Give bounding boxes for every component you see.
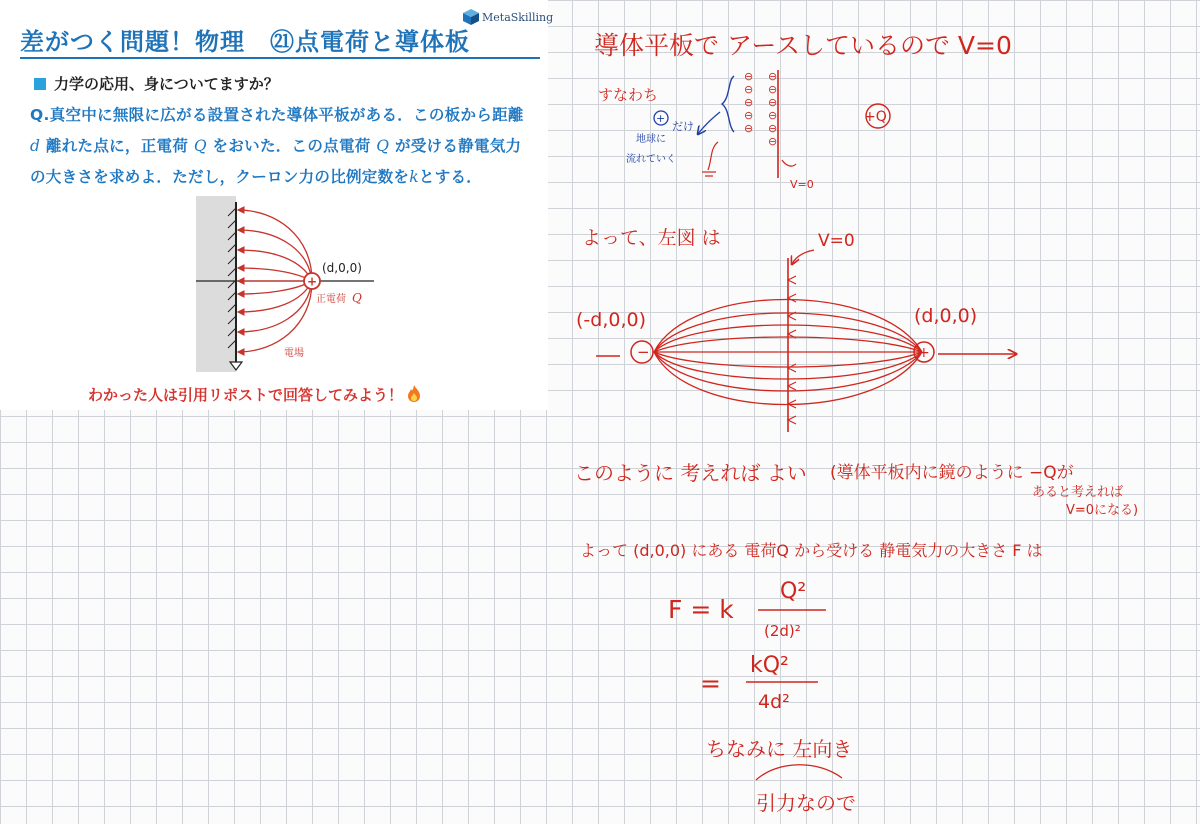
svg-text:+: + xyxy=(918,345,930,361)
brand-logo xyxy=(462,8,553,26)
svg-text:⊖: ⊖ xyxy=(768,70,778,83)
note-force-intro: よって (d,0,0) にある 電荷Q から受ける 静電気力の大きさ F は xyxy=(580,541,1043,560)
field-line-arrows xyxy=(788,276,796,424)
note-plus-q: +Q xyxy=(864,109,887,125)
svg-text:−: − xyxy=(637,343,650,361)
charge-variable: Q xyxy=(352,291,362,305)
svg-text:地球に: 地球に xyxy=(636,134,666,145)
svg-text:⊖: ⊖ xyxy=(768,96,778,109)
call-to-action: わかった人は引用リポストで回答してみよう！ xyxy=(88,384,421,405)
svg-text:⊖: ⊖ xyxy=(768,135,778,148)
svg-text:kQ²: kQ² xyxy=(750,653,789,678)
note-inryoku: 引力なので xyxy=(756,791,856,815)
logo-text: MetaSkilling xyxy=(482,10,554,24)
charge-label: 正電荷 xyxy=(316,294,346,305)
svg-text:F = k: F = k xyxy=(668,595,734,624)
field-diagram xyxy=(196,196,374,372)
svg-text:流れていく: 流れていく xyxy=(626,154,676,165)
svg-text:4d²: 4d² xyxy=(758,691,790,713)
field-label: 電場 xyxy=(284,348,304,359)
svg-text:(2d)²: (2d)² xyxy=(764,622,801,640)
svg-text:+: + xyxy=(306,274,318,289)
note-neg-point: (-d,0,0) xyxy=(576,309,646,331)
note-v0-top: V=0 xyxy=(818,231,855,251)
cube-icon xyxy=(462,8,480,26)
note-conclusion: このように 考えれば よい xyxy=(574,461,807,485)
svg-text:=: = xyxy=(700,669,721,698)
note-paren-1: (導体平板内に鏡のように −Qが xyxy=(830,463,1074,483)
problem-card xyxy=(0,0,554,410)
title-underline xyxy=(20,57,540,59)
section-bullet-icon xyxy=(34,78,46,90)
section-heading xyxy=(34,73,279,94)
svg-text:だけ: だけ xyxy=(672,120,694,133)
svg-text:⊖: ⊖ xyxy=(768,122,778,135)
note-chinamini: ちなみに 左向き xyxy=(706,737,853,761)
question-text: Q.真空中に無限に広がる設置された導体平板がある．この板から距離 d 離れた点に，正電荷 Q をおいた．この点電荷 Q が受ける静電気力の大きさを求めよ．ただし，クーロン力の比例定数をkとする． xyxy=(30,106,524,186)
induced-charges xyxy=(744,70,777,148)
svg-text:⊖: ⊖ xyxy=(744,122,754,135)
svg-text:⊖: ⊖ xyxy=(744,83,754,96)
svg-text:⊖: ⊖ xyxy=(744,109,754,122)
note-sunawachi: すなわち xyxy=(598,86,659,104)
note-v0-small: V=0 xyxy=(790,178,814,191)
svg-text:+: + xyxy=(656,112,666,125)
section-label: 力学の応用、身についてますか？ xyxy=(54,75,279,93)
note-pos-point: (d,0,0) xyxy=(914,305,978,327)
note-grounded-line: 導体平板で アースしているので V=0 xyxy=(594,31,1012,60)
point-label: (d,0,0) xyxy=(322,261,362,275)
svg-text:⊖: ⊖ xyxy=(768,83,778,96)
svg-text:Q²: Q² xyxy=(780,579,807,604)
note-paren-2: あると考えれば xyxy=(1032,485,1124,500)
blue-annotation xyxy=(626,111,720,165)
equation-2 xyxy=(700,653,818,713)
page-title: 差がつく問題！物理 ㉑点電荷と導体板 xyxy=(20,28,470,56)
equation-1 xyxy=(668,579,826,640)
svg-text:⊖: ⊖ xyxy=(744,70,754,83)
note-paren-3: V=0になる) xyxy=(1066,503,1139,518)
svg-text:⊖: ⊖ xyxy=(768,109,778,122)
note-yotte-zu: よって、左図 は xyxy=(582,227,721,249)
fire-icon xyxy=(407,385,421,402)
handwritten-notes xyxy=(560,0,1200,824)
svg-text:⊖: ⊖ xyxy=(744,96,754,109)
